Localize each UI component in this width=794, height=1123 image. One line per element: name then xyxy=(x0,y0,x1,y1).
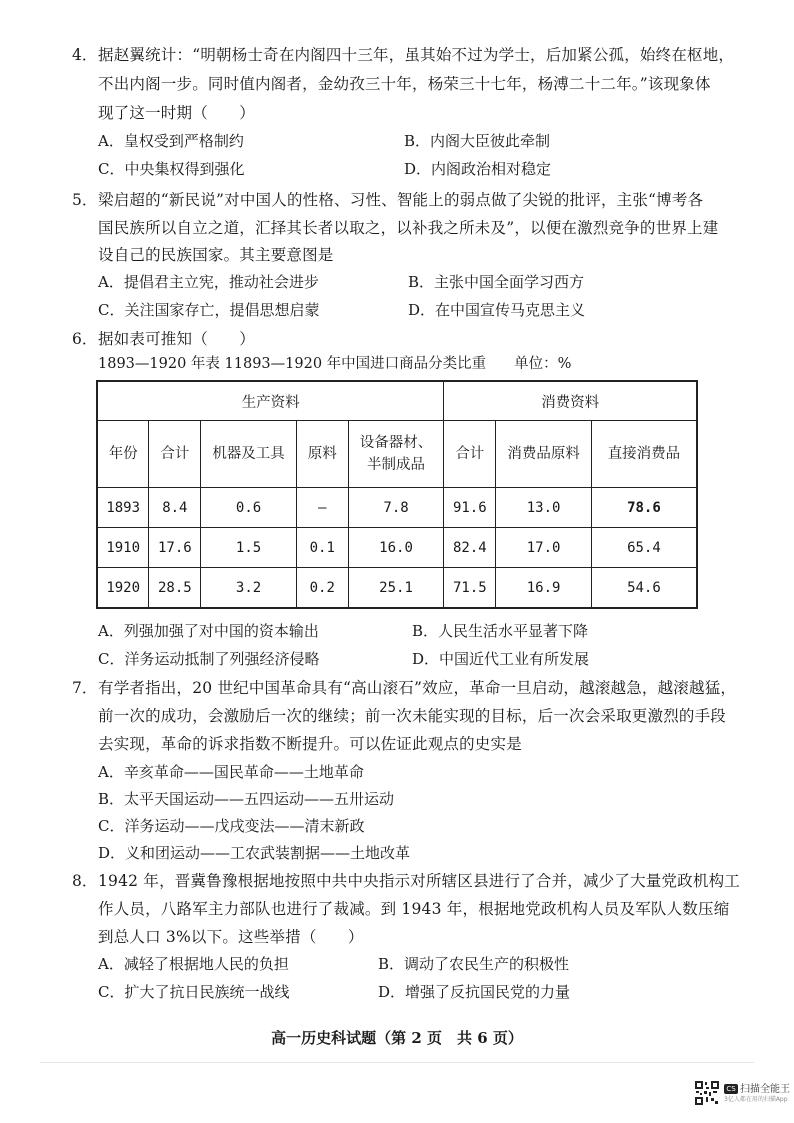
table-cell: 3.2 xyxy=(201,568,297,609)
scanner-watermark xyxy=(694,1080,790,1110)
question-4-line-2: 不出内阁一步。同时值内阁者，金幼孜三十年，杨荣三十七年，杨溥二十二年。”该现象体 xyxy=(98,75,711,93)
option-b: B．人民生活水平显著下降 xyxy=(412,622,589,640)
question-number: 8． xyxy=(72,872,98,890)
option-c: C．洋务运动——戊戌变法——清末新政 xyxy=(98,817,365,835)
table-cell: 0.6 xyxy=(201,488,297,528)
question-8-line-3: 到总人口 3%以下。这些举措（ ） xyxy=(98,928,364,946)
option-b: B．太平天国运动——五四运动——五卅运动 xyxy=(98,790,395,808)
table-cell: 65.4 xyxy=(591,528,697,568)
table-cell: 91.6 xyxy=(444,488,496,528)
scanner-app-name: 扫描全能王 xyxy=(740,1084,790,1095)
table-cell: 1920 xyxy=(97,568,149,609)
question-5-line-3: 设自己的民族国家。其主要意图是 xyxy=(98,246,334,264)
import-share-table xyxy=(96,380,698,609)
question-6-line-1: 据如表可推知（ ） xyxy=(98,330,256,348)
table-cell: 1.5 xyxy=(201,528,297,568)
table-cell: 8.4 xyxy=(149,488,201,528)
qr-code-icon xyxy=(694,1080,720,1106)
question-4-line-3: 现了这一时期（ ） xyxy=(98,104,256,122)
option-b: B．主张中国全面学习西方 xyxy=(408,273,585,291)
table-row xyxy=(97,568,697,609)
table-cell: 0.2 xyxy=(296,568,348,609)
table-unit: 单位：% xyxy=(514,356,572,372)
option-c: C．扩大了抗日民族统一战线 xyxy=(98,983,290,1001)
table-cell: 17.0 xyxy=(496,528,592,568)
option-a: A．皇权受到严格制约 xyxy=(98,132,244,150)
option-b: B．调动了农民生产的积极性 xyxy=(378,955,570,973)
table-cell: 0.1 xyxy=(296,528,348,568)
option-a: A．辛亥革命——国民革命——土地革命 xyxy=(98,763,364,781)
scanner-app-logo xyxy=(724,1080,790,1095)
scanner-app-tagline: 3亿人都在用的扫描App xyxy=(724,1096,788,1103)
option-a: A．列强加强了对中国的资本输出 xyxy=(98,622,319,640)
table-cell: 82.4 xyxy=(444,528,496,568)
table-cell: 1893 xyxy=(97,488,149,528)
question-number: 6． xyxy=(72,330,98,348)
question-number: 7． xyxy=(72,679,98,697)
option-c: C．洋务运动抵制了列强经济侵略 xyxy=(98,650,320,668)
table-cell: 1910 xyxy=(97,528,149,568)
table-row xyxy=(97,488,697,528)
question-7-line-1: 有学者指出，20 世纪中国革命具有“高山滚石”效应，革命一旦启动，越滚越急，越滚越猛， xyxy=(98,679,737,697)
question-8-line-1: 1942 年，晋冀鲁豫根据地按照中共中央指示对所辖区县进行了合并，减少了大量党政机构工 xyxy=(98,872,740,890)
cs-badge-icon: CS xyxy=(724,1084,738,1094)
table-cell: 54.6 xyxy=(591,568,697,609)
table-row xyxy=(97,528,697,568)
option-a: A．减轻了根据地人民的负担 xyxy=(98,955,289,973)
table-cell: 16.0 xyxy=(348,528,444,568)
option-c: C．关注国家存亡，提倡思想启蒙 xyxy=(98,301,320,319)
option-d: D．义和团运动——工农武装割据——土地改革 xyxy=(98,844,411,862)
table-cell: 25.1 xyxy=(348,568,444,609)
option-d: D．内阁政治相对稳定 xyxy=(404,160,552,178)
page-footer: 高一历史科试题（第 2 页 共 6 页） xyxy=(271,1029,523,1047)
option-d: D．增强了反抗国民党的力量 xyxy=(378,983,571,1001)
column-header: 直接消费品 xyxy=(591,421,697,488)
table-cell: 78.6 xyxy=(591,488,697,528)
table-cell: 71.5 xyxy=(444,568,496,609)
table-column-header-row xyxy=(97,421,697,488)
question-number: 5． xyxy=(72,191,98,209)
question-8-line-2: 作人员，八路军主力部队也进行了裁减。到 1943 年，根据地党政机构人员及军队人数压缩 xyxy=(98,900,730,918)
question-4-line-1: 据赵翼统计：“明朝杨士奇在内阁四十三年，虽其始不过为学士，后加紧公孤，始终在枢地， xyxy=(98,46,735,64)
table-cell: — xyxy=(296,488,348,528)
table-cell: 16.9 xyxy=(496,568,592,609)
option-d: D．在中国宣传马克思主义 xyxy=(408,301,586,319)
column-header: 年份 xyxy=(97,421,149,488)
column-header: 合计 xyxy=(149,421,201,488)
table-group-header-row xyxy=(97,381,697,421)
column-header: 原料 xyxy=(296,421,348,488)
option-b: B．内阁大臣彼此牵制 xyxy=(404,132,551,150)
divider xyxy=(40,1062,754,1063)
table-cell: 7.8 xyxy=(348,488,444,528)
question-number: 4． xyxy=(72,46,98,64)
option-d: D．中国近代工业有所发展 xyxy=(412,650,590,668)
column-header: 机器及工具 xyxy=(201,421,297,488)
group-header-consumption: 消费资料 xyxy=(444,381,697,421)
group-header-production: 生产资料 xyxy=(97,381,444,421)
column-header: 设备器材、半制成品 xyxy=(348,421,444,488)
column-header: 合计 xyxy=(444,421,496,488)
question-7-line-2: 前一次的成功，会激励后一次的继续；前一次未能实现的目标，后一次会采取更激烈的手段 xyxy=(98,707,727,725)
table-cell: 17.6 xyxy=(149,528,201,568)
question-5-line-1: 梁启超的“新民说”对中国人的性格、习性、智能上的弱点做了尖锐的批评，主张“博考各 xyxy=(98,191,704,209)
column-header: 消费品原料 xyxy=(496,421,592,488)
table-title: 1893—1920 年表 11893—1920 年中国进口商品分类比重 xyxy=(98,356,487,372)
option-c: C．中央集权得到强化 xyxy=(98,160,245,178)
table-cell: 13.0 xyxy=(496,488,592,528)
table-cell: 28.5 xyxy=(149,568,201,609)
option-a: A．提倡君主立宪，推动社会进步 xyxy=(98,273,319,291)
table-caption xyxy=(98,352,571,373)
question-7-line-3: 去实现，革命的诉求指数不断提升。可以佐证此观点的史实是 xyxy=(98,735,522,753)
question-5-line-2: 国民族所以自立之道，汇择其长者以取之，以补我之所未及”，以便在激烈竞争的世界上建 xyxy=(98,219,719,237)
